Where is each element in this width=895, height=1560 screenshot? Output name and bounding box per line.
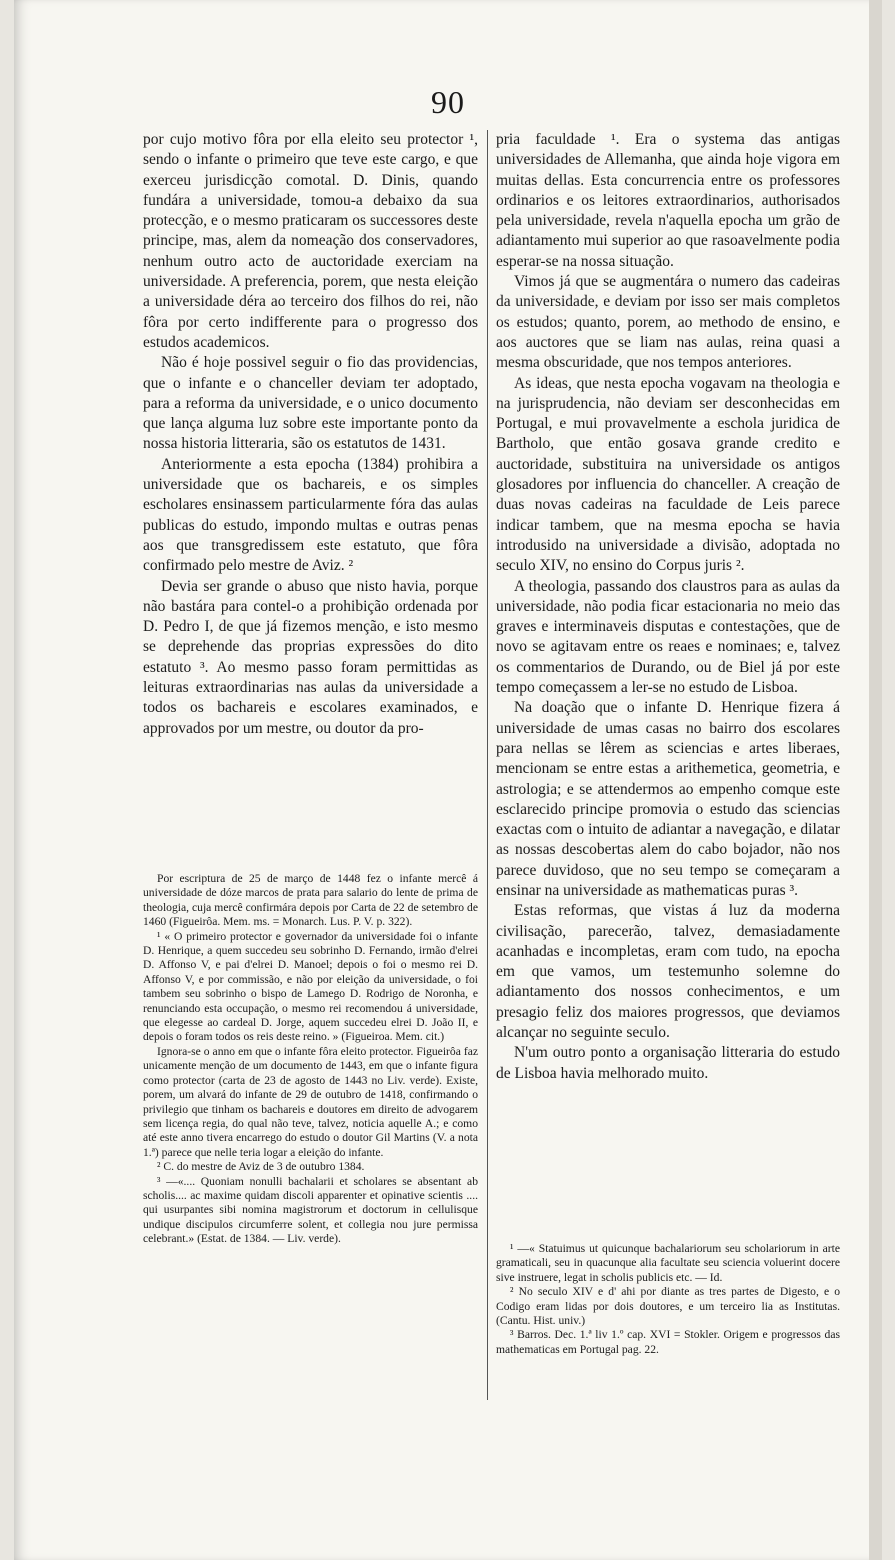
right-footnote-3: ³ Barros. Dec. 1.ª liv 1.º cap. XVI = Stokler. Origem e progressos das mathematicas em Portugal pag. 22. <box>496 1328 840 1356</box>
right-footnotes <box>496 1242 840 1357</box>
book-page <box>14 0 882 1560</box>
left-footnotes <box>143 872 478 1247</box>
left-footnote-1-cont: Ignora-se o anno em que o infante fôra eleito protector. Figueirôa faz unicamente menção de um documento de 1443, em que o infante figura como protector (carta de 23 de agosto de 1443 no Liv. verde). Existe, porem, um alvará do infante de 29 de outubro de 1418, confirmando o privilegio que tinham os bachareis e doutores em direito de advogarem sem licença regia, do qual não teve, talvez, noticia aquelle A.; e como até este anno tivera encarrego do estudo o doutor Gil Martins (V. a nota 1.ª) parece que nelle teria logar a eleição do infante. <box>143 1044 478 1159</box>
right-paragraph-6: Estas reformas, que vistas á luz da moderna civilisação, parecerão, talvez, demasiadamente acanhadas e incompletas, eram com tudo, na epocha em que vamos, um testemunho solemne do adiantamento dos nossos conhecimentos, e um presagio feliz dos maiores progressos, que deviamos alcançar no seguinte seculo. <box>496 902 840 1042</box>
left-paragraph-2: Não é hoje possivel seguir o fio das providencias, que o infante e o chanceller deviam ter adoptado, para a reforma da universidade, e o unico documento que lança alguma luz sobre este importante ponto da nossa historia litteraria, são os estatutos de 1431. <box>143 354 478 453</box>
left-paragraph-3: Anteriormente a esta epocha (1384) prohibira a universidade que os bachareis, e os simples escholares ensinassem particularmente fóra das aulas publicas do estudo, impondo multas e outras penas aos que transgredissem este estatuto, que fôra confirmado pelo mestre de Aviz. ² <box>143 455 478 575</box>
right-paragraph-5: Na doação que o infante D. Henrique fizera á universidade de umas casas no bairro dos escolares para nellas se lêrem as sciencias e artes liberaes, mencionam se entre estas a arithemetica, geometria, e astrologia; e se attendermos ao empenho comque este esclarecido principe promovia o estudo das sciencias exactas com o intuito de adiantar a navegação, e dilatar as nossas descobertas alem do cabo bojador, não nos parece duvidoso, que no seu tempo se começaram a ensinar na universidade as mathematicas puras ³. <box>496 699 840 899</box>
right-paragraph-2: Vimos já que se augmentára o numero das cadeiras da universidade, e deviam por isso ser mais completos os estudos; quanto, porem, ao methodo de ensino, e aos auctores que se liam nas aulas, reina quasi a mesma obscuridade, que nos tempos anteriores. <box>496 273 840 372</box>
right-paragraph-3: As ideas, que nesta epocha vogavam na theologia e na jurisprudencia, não deviam ser desconhecidas em Portugal, e mui provavelmente a eschola juridica de Bartholo, que então gosava grande credito e auctoridade, substituira na universidade os antigos glosadores por influencia do chanceller. A creação de duas novas cadeiras na faculdade de Leis parece indicar tambem, que na mesma epocha se havia introdusido na universidade a divisão, adoptada no seculo XIV, no ensino do Corpus juris ². <box>496 374 840 575</box>
right-footnote-1: ¹ —« Statuimus ut quicunque bachalariorum seu scholariorum in arte gramaticali, seu in quacunque alia facultate seu sciencia voluerint docere sive instruere, legat in scholis publicis etc. — Id. <box>496 1242 840 1284</box>
left-paragraph-4: Devia ser grande o abuso que nisto havia, porque não bastára para contel-o a prohibição ordenada por D. Pedro I, de que já fizemos menção, e isto mesmo se deprehende das proprias expressões do dito estatuto ³. Ao mesmo passo foram permittidas as leituras extraordinarias nas aulas da universidade a todos os bachareis e escolares examinados, e approvados por um mestre, ou doutor da pro- <box>143 577 478 737</box>
right-paragraph-7: N'um outro ponto a organisação litteraria do estudo de Lisboa havia melhorado muito. <box>496 1044 840 1082</box>
left-footnote-intro: Por escriptura de 25 de março de 1448 fez o infante mercê á universidade de dóze marcos de prata para salario do lente de prima de theologia, cuja mercê confirmára depois por Carta de 22 de setembro de 1460 (Figueirôa. Mem. ms. = Monarch. Lus. P. V. p. 322). <box>143 872 478 929</box>
left-footnote-2: ² C. do mestre de Aviz de 3 de outubro 1384. <box>157 1160 365 1174</box>
left-footnote-3: ³ —«.... Quoniam nonulli bachalarii et scholares se absentant ab scholis.... ac maxime quidam discoli apparenter et opinative scientis .... qui usurpantes sibi nomina magistrorum et doctorum in cellulisque undique discipulos circumferre solent, et collegia nou jure permissa celebrant.» (Estat. de 1384. — Liv. verde). <box>143 1174 478 1246</box>
page-number: 90 <box>431 84 465 120</box>
right-footnote-2: ² No seculo XIV e d' ahi por diante as tres partes de Digesto, e o Codigo eram lidas por dois doutores, e um terceiro lia as Institutas. (Cantu. Hist. univ.) <box>496 1285 840 1328</box>
column-divider <box>487 130 488 1400</box>
left-paragraph-1: por cujo motivo fôra por ella eleito seu protector ¹, sendo o infante o primeiro que teve este cargo, e que exerceu jurisdicção comotal. D. Dinis, quando fundára a universidade, tomou-a debaixo da sua protecção, e o mesmo praticaram os successores deste principe, mas, alem da nomeação dos conservadores, nenhum outro acto de auctoridade exerciam na universidade. A preferencia, porem, que nesta eleição a universidade déra ao terceiro dos filhos do rei, não fôra por certo indifferente para o progresso dos estudos academicos. <box>143 131 478 351</box>
right-column <box>496 130 840 1084</box>
left-footnote-1: ¹ « O primeiro protector e governador da universidade foi o infante D. Henrique, a quem succedeu seu sobrinho D. Fernando, irmão d'elrei D. Affonso V, e pai d'elrei D. Manoel; depois o foi o mesmo rei D. Affonso V, e por commissão, e não por eleição da universidade, o foi tambem seu sobrinho o bispo de Lamego D. Rodrigo de Noronha, e renunciando esta occupação, o mesmo rei recomendou á universidade, que elegesse ao cardeal D. Jorge, aquem succedeu elrei D. João II, e depois o foram todos os reis deste reino. » (Figueiroa. Mem. cit.) <box>143 929 478 1044</box>
right-paragraph-1: pria faculdade ¹. Era o systema das antigas universidades de Allemanha, que ainda hoje vigora em muitas dellas. Esta concurrencia entre os professores ordinarios e os leitores extraordinarios, authorisados pela universidade, revela n'aquella epocha um grão de adiantamento mui superior ao que rasoavelmente podia esperar-se na nossa situação. <box>496 131 840 270</box>
right-paragraph-4: A theologia, passando dos claustros para as aulas da universidade, não podia ficar estacionaria no meio das graves e interminaveis disputas e contestações, que de novo se agitavam entre os reaes e nominaes; e, talvez os commentarios de Durando, ou de Biel já por este tempo começassem a ler-se no estudo de Lisboa. <box>496 577 840 697</box>
left-column <box>143 130 478 739</box>
page-edge <box>869 0 882 1560</box>
